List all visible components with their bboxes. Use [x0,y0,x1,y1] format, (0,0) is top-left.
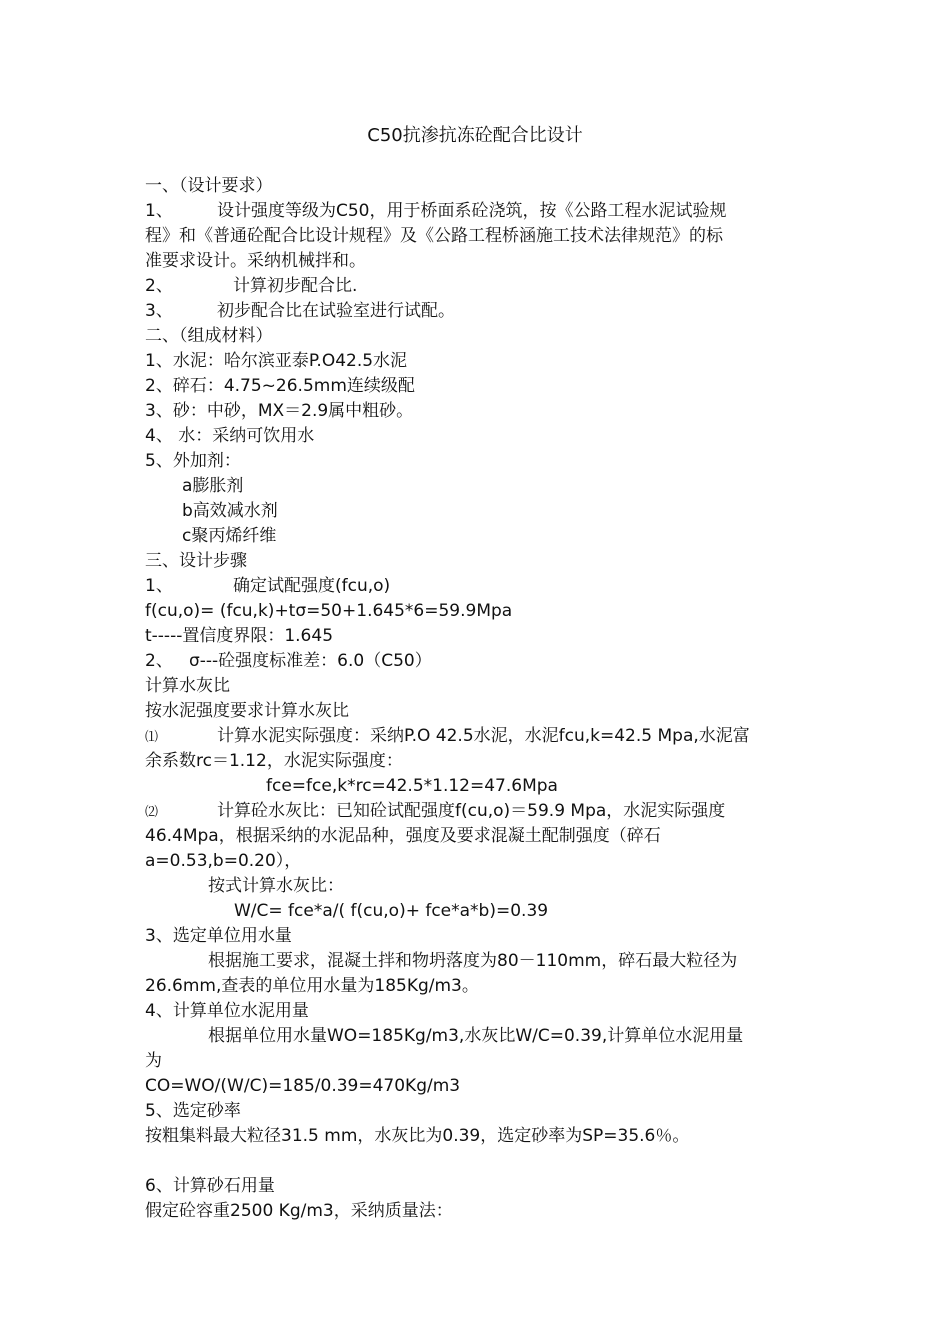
sub-list-item: a膨胀剂 [182,476,244,496]
paragraph-line [145,799,725,825]
paragraph-line: 按水泥强度要求计算水灰比 [145,701,349,721]
paragraph-line: 为 [145,1051,162,1071]
step-heading: 5、选定砂率 [145,1101,241,1121]
step-heading: 6、计算砂石用量 [145,1176,275,1196]
item-number: 1、 [145,201,173,221]
list-item: 3、砂：中砂，MX＝2.9属中粗砂。 [145,401,414,421]
list-item: 5、外加剂： [145,451,241,471]
paragraph-text: 计算初步配合比. [233,276,358,296]
item-number: 2、 [145,276,173,296]
list-item: 4、 水：采纳可饮用水 [145,426,315,446]
item-number: 3、 [145,301,173,321]
paragraph-line: 程》和《普通砼配合比设计规程》及《公路工程桥涵施工技术法律规范》的标 [145,226,723,246]
item-number: 2、 [145,651,173,671]
item-number: 1、 [145,576,173,596]
page-title: C50抗渗抗冻砼配合比设计 [367,125,583,146]
paragraph-line: a=0.53,b=0.20）， [145,851,302,871]
paragraph-line: 按式计算水灰比： [208,876,344,896]
paragraph-text: 计算水泥实际强度：采纳P.O 42.5水泥，水泥fcu,k=42.5 Mpa,水泥富 [217,726,750,746]
item-number: ⑴ [145,730,159,745]
paragraph-line: 46.4Mpa，根据采纳的水泥品种，强度及要求混凝土配制强度（碎石 [145,826,661,846]
sub-list-item: c聚丙烯纤维 [182,526,277,546]
formula-line: CO=WO/(W/C)=185/0.39=470Kg/m3 [145,1076,461,1096]
paragraph-text: 计算砼水灰比：已知砼试配强度f(cu,o)＝59.9 Mpa，水泥实际强度 [217,801,726,821]
step-heading: 4、计算单位水泥用量 [145,1001,309,1021]
paragraph-text: 设计强度等级为C50，用于桥面系砼浇筑，按《公路工程水泥试验规 [217,201,727,221]
paragraph-line [145,574,390,598]
section-heading-requirements: 一、（设计要求） [145,176,273,196]
paragraph-line: 26.6mm,查表的单位用水量为185Kg/m3。 [145,976,479,996]
paragraph-text: 初步配合比在试验室进行试配。 [217,301,455,321]
section-heading-steps: 三、设计步骤 [145,551,247,571]
paragraph-text: σ---砼强度标准差：6.0（C50） [189,651,432,671]
paragraph-line: 根据施工要求，混凝土拌和物坍落度为80－110mm，碎石最大粒径为 [208,951,738,971]
paragraph-line: 假定砼容重2500 Kg/m3，采纳质量法： [145,1201,453,1221]
paragraph-line [145,199,727,223]
paragraph-line [145,299,455,323]
paragraph-line: t-----置信度界限：1.645 [145,626,334,646]
list-item: 2、碎石：4.75~26.5mm连续级配 [145,376,415,396]
sub-list-item: b高效减水剂 [182,501,278,521]
paragraph-line: 根据单位用水量WO=185Kg/m3,水灰比W/C=0.39,计算单位水泥用量 [208,1026,744,1046]
formula-line: fce=fce,k*rc=42.5*1.12=47.6Mpa [266,776,558,796]
step-heading: 3、选定单位用水量 [145,926,292,946]
list-item: 1、水泥：哈尔滨亚泰P.O42.5水泥 [145,351,408,371]
paragraph-line: 计算水灰比 [145,676,230,696]
formula-line: f(cu,o)= (fcu,k)+tσ=50+1.645*6=59.9Mpa [145,601,513,621]
paragraph-line [145,649,432,673]
paragraph-line: 余系数rc＝1.12，水泥实际强度： [145,751,403,771]
item-number: ⑵ [145,805,159,820]
paragraph-line [145,274,357,298]
paragraph-line: 准要求设计。采纳机械拌和。 [145,251,366,271]
paragraph-line: 按粗集料最大粒径31.5 mm，水灰比为0.39，选定砂率为SP=35.6％。 [145,1126,690,1146]
formula-line: W/C= fce*a/( f(cu,o)+ fce*a*b)=0.39 [234,901,549,921]
section-heading-materials: 二、（组成材料） [145,326,273,346]
paragraph-line [145,724,750,750]
paragraph-text: 确定试配强度(fcu,o) [233,576,391,596]
